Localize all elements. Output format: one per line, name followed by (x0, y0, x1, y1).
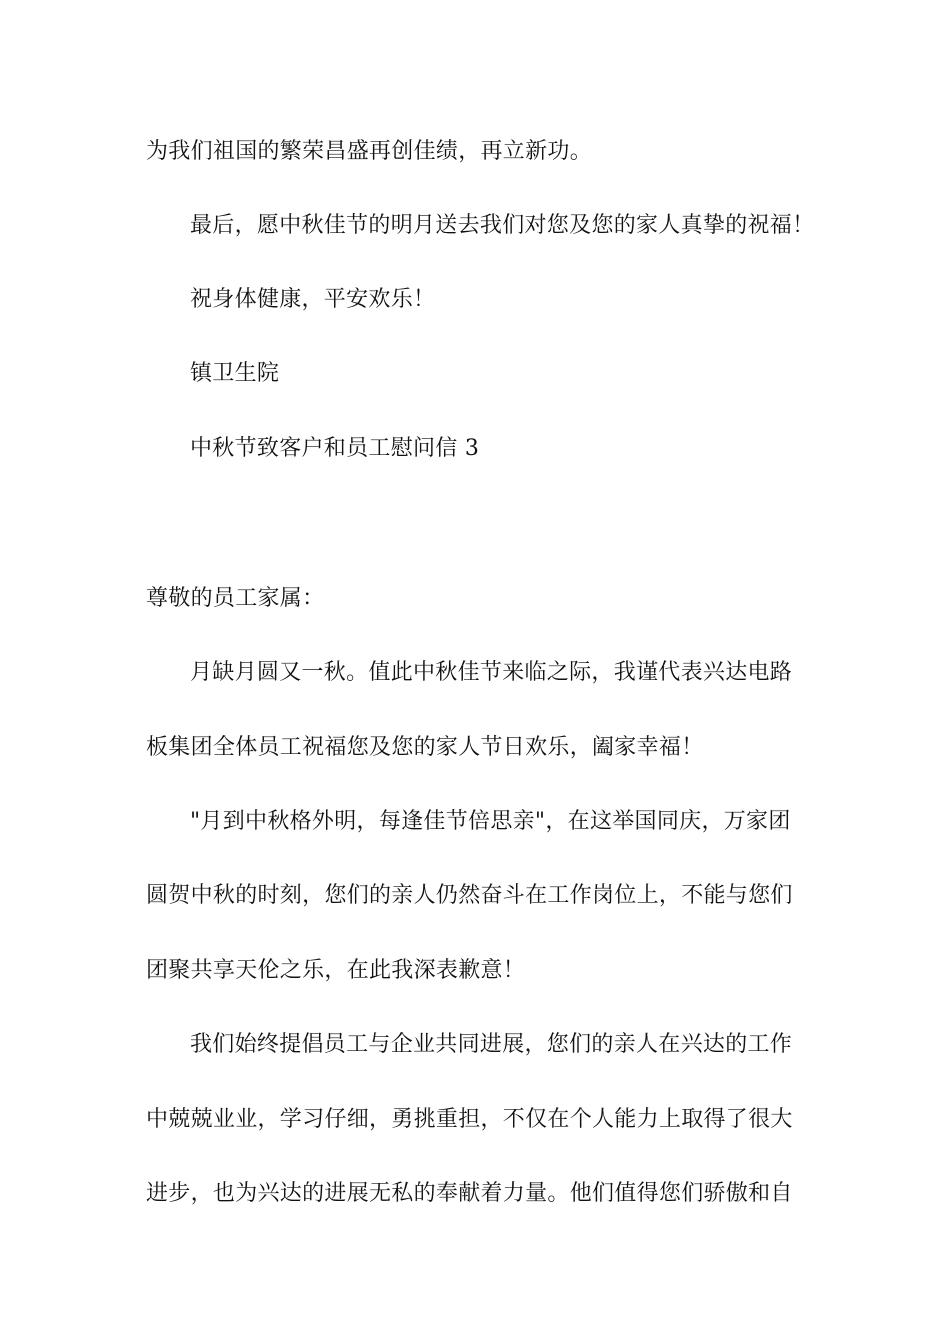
text-line: 祝身体健康，平安欢乐！ (190, 287, 436, 312)
text-line: 板集团全体员工祝福您及您的家人节日欢乐，阖家幸福！ (146, 735, 704, 760)
text-line: 我们始终提倡员工与企业共同进展，您们的亲人在兴达的工作 (190, 1032, 793, 1057)
text-line: 中兢兢业业，学习仔细，勇挑重担，不仅在个人能力上取得了很大 (146, 1107, 793, 1132)
text-line: 为我们祖国的繁荣昌盛再创佳绩，再立新功。 (146, 139, 593, 164)
section-heading: 中秋节致客户和员工慰问信 3 (190, 436, 480, 461)
text-line: 进步，也为兴达的进展无私的奉献着力量。他们值得您们骄傲和自 (146, 1181, 793, 1206)
signature-line: 镇卫生院 (190, 361, 280, 386)
text-line: 团聚共享天伦之乐，在此我深表歉意！ (146, 958, 526, 983)
text-line: 圆贺中秋的时刻，您们的亲人仍然奋斗在工作岗位上，不能与您们 (146, 883, 793, 908)
text-line: 月缺月圆又一秋。值此中秋佳节来临之际，我谨代表兴达电路 (190, 660, 793, 685)
text-line: 最后，愿中秋佳节的明月送去我们对您及您的家人真挚的祝福！ (190, 213, 815, 238)
text-line: "月到中秋格外明，每逢佳节倍思亲"，在这举国同庆，万家团 (190, 809, 791, 834)
salutation: 尊敬的员工家属： (146, 586, 325, 611)
